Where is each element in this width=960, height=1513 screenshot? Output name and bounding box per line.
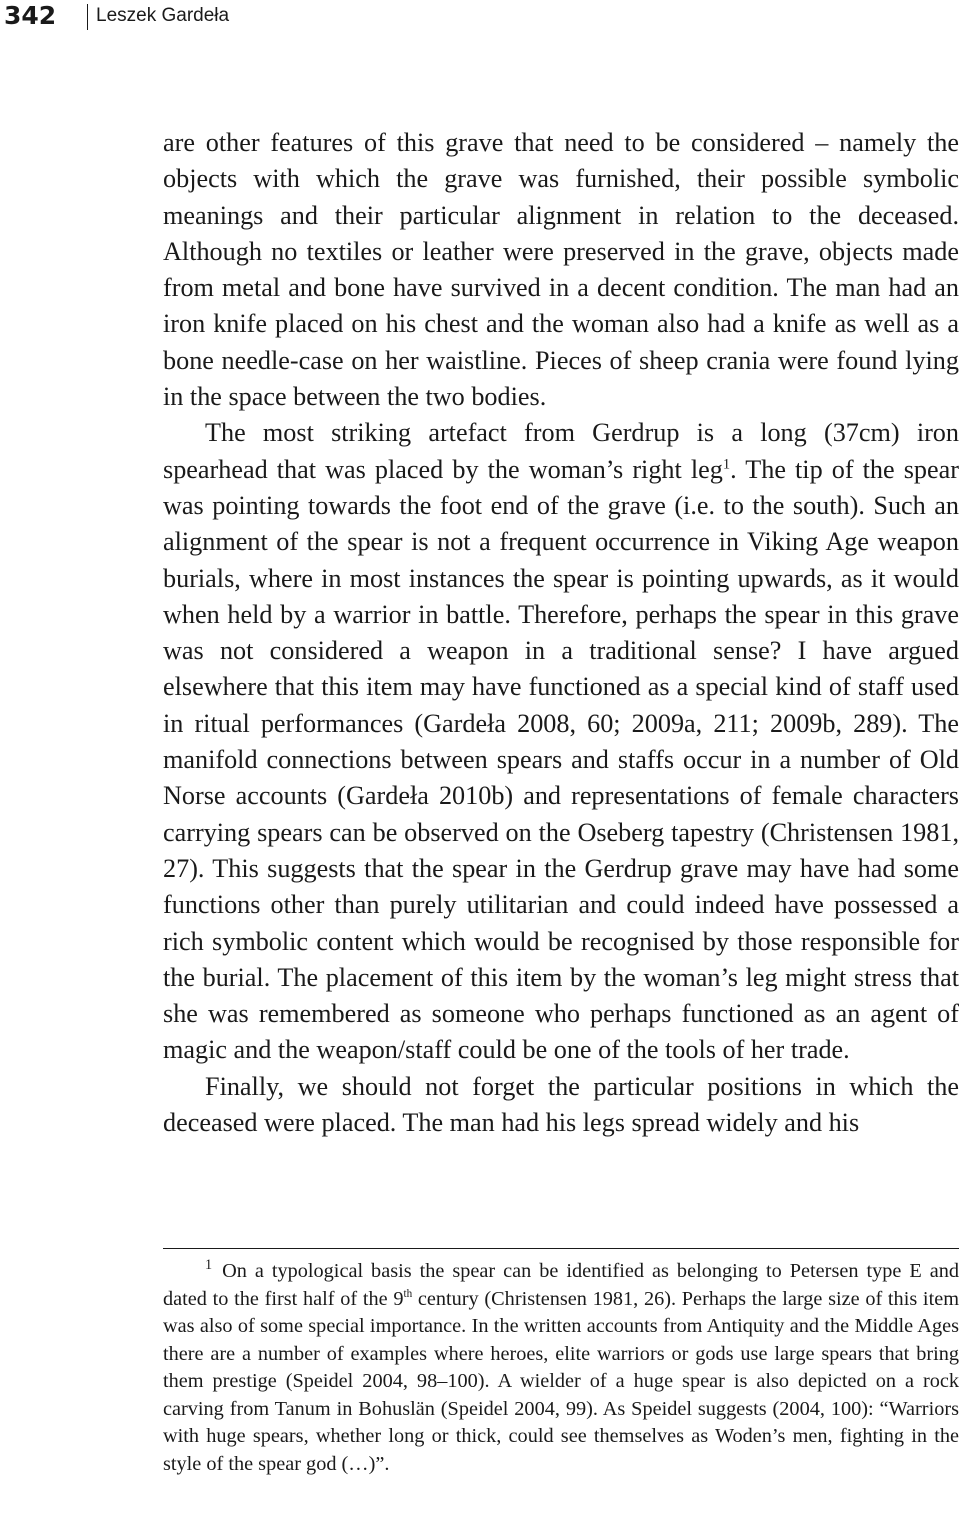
paragraph-2-text-start: The most striking artefact from Gerdrup is a long (37cm) iron spearhead that was placed by the woman’s right leg: [163, 418, 959, 484]
paragraph-2-text-end: . The tip of the spear was pointing towards the foot end of the grave (i.e. to the south). Such an alignment of the spear is not a frequent occurrence in Viking Age weapon burials, where in most instances the spear is pointing upwards, as it would when held by a warrior in battle. Therefore, perhaps the spear in this grave was not considered a weapon in a traditional sense? I have argued elsewhere that this item may have functioned as a special kind of staff used in ritual performances (Gardeła 2008, 60; 2009a, 211; 2009b, 289). The manifold connections between spears and staffs occur in a number of Old Norse accounts (Gardeła 2010b) and representations of female characters carrying spears can be observed on the Oseberg tapestry (Christensen 1981, 27). This suggests that the spear in the Gerdrup grave may have had some functions other than purely utilitarian and could indeed have possessed a rich symbolic content which would be recognised by those responsible for the burial. The placement of this item by the woman’s leg might stress that she was remembered as someone who perhaps functioned as an agent of magic and the weapon/staff could be one of the tools of her trade.: [163, 454, 959, 1065]
footnote-separator: [163, 1248, 959, 1249]
footnote-text-end: century (Christensen 1981, 26). Perhaps the large size of this item was also of some special importance. In the written accounts from Antiquity and the Middle Ages there are a number of examples where heroes, elite warriors or gods use large spears that bring them prestige (Speidel 2004, 98–100). A wielder of a huge spear is also depicted on a rock carving from Tanum in Bohuslän (Speidel 2004, 99). As Speidel suggests (2004, 100): “Warriors with huge spears, whether long or thick, could see themselves as Woden’s men, fighting in the style of the spear god (…)”.: [163, 1287, 959, 1475]
footnote-ordinal-superscript: th: [403, 1287, 413, 1300]
footnote-number: 1: [205, 1257, 213, 1274]
footnote-text-start: On a typological basis the spear can be identified as belonging to Petersen type E and dated to the first half of the 9: [163, 1260, 959, 1310]
running-header: [0, 0, 960, 34]
footnote-1: [163, 1258, 959, 1478]
page-number: 342: [4, 1, 57, 30]
footnote-reference[interactable]: 1: [722, 455, 731, 472]
paragraph-2: [163, 415, 959, 1068]
running-head-author: Leszek Gardeła: [96, 5, 230, 26]
header-divider: [87, 4, 88, 30]
paragraph-1: are other features of this grave that need to be considered – namely the objects with which the grave was furnished, their possible symbolic meanings and their particular alignment in relation to the deceased. Although no textiles or leather were preserved in the grave, objects made from metal and bone have survived in a decent condition. The man had an iron knife placed on his chest and the woman also had a knife as well as a bone needle-case on her waistline. Pieces of sheep crania were found lying in the space between the two bodies.: [163, 128, 959, 412]
main-text: [163, 125, 959, 1141]
paragraph-3: Finally, we should not forget the particular positions in which the deceased were placed. The man had his legs spread widely and his: [163, 1071, 959, 1138]
